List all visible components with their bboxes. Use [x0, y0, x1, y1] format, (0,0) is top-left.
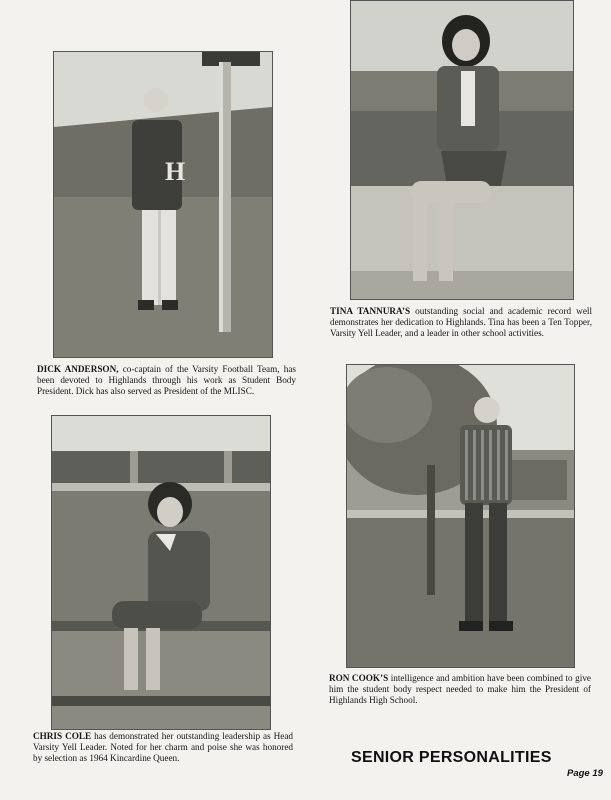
profile-text: has demonstrated her outstanding leadership as Head Varsity Yell Leader. Noted for her charm and poise she was honored by selection as 1964 Kincardine Queen.	[33, 731, 294, 763]
photo-tina-tannura	[350, 0, 574, 300]
section-title: SENIOR PERSONALITIES	[351, 749, 552, 766]
profile-name: CHRIS COLE	[33, 731, 92, 741]
caption-ron-cook	[329, 673, 591, 706]
caption-dick-anderson	[37, 364, 296, 397]
profile-name: TINA TANNURA’S	[330, 306, 411, 316]
profile-text: outstanding social and academic record well demonstrates her dedication to Highlands. Tina has been a Ten Topper, Varsity Yell Leader, and a leader in other school activities.	[330, 306, 593, 338]
profile-name: DICK ANDERSON,	[37, 364, 119, 374]
photo-chris-cole	[51, 415, 271, 730]
caption-tina-tannura	[330, 306, 592, 339]
photo-ron-cook	[346, 364, 575, 668]
page-number: Page 19	[567, 768, 603, 779]
photo-dick-anderson	[53, 51, 273, 358]
caption-chris-cole	[33, 731, 293, 764]
profile-text: intelligence and ambition have been combined to give him the student body respect needed to make him the President of Highlands High School.	[329, 673, 591, 705]
profile-name: RON COOK’S	[329, 673, 389, 683]
jacket-letter: H	[165, 157, 186, 186]
profile-text: co-captain of the Varsity Football Team, has been devoted to Highlands through his work as Student Body President. Dick has also served as President of the MLISC.	[37, 364, 296, 396]
